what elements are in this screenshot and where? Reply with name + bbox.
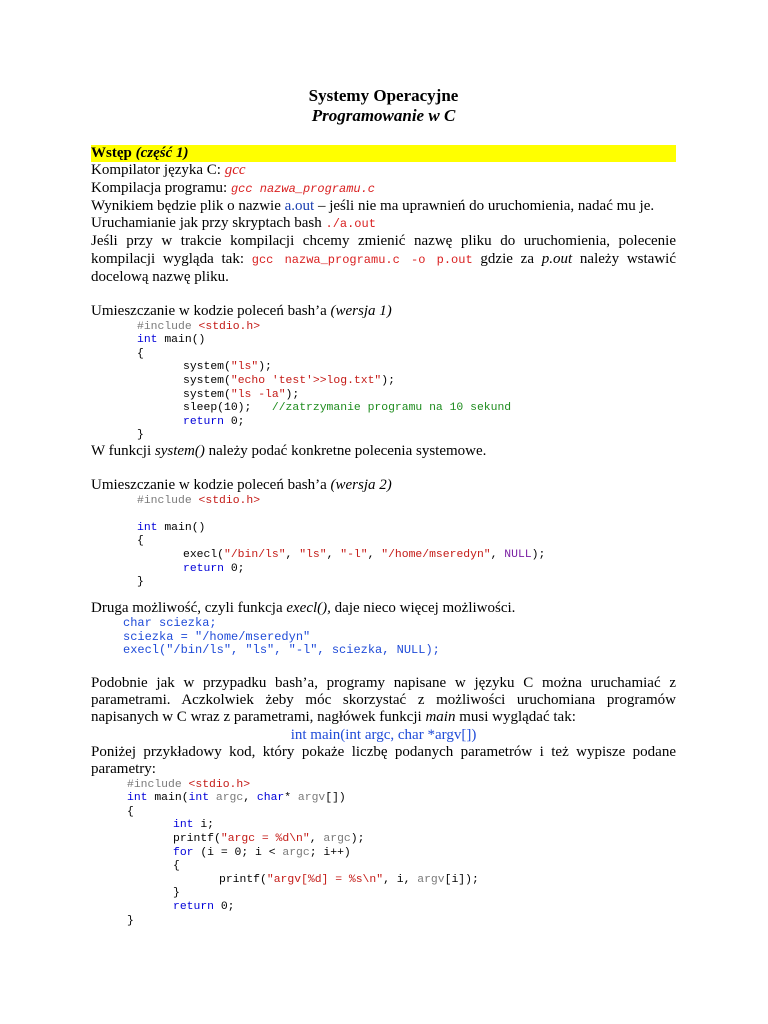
compile-line: Kompilacja programu: gcc nazwa_programu.c: [91, 179, 375, 196]
code-line: return 0;: [173, 900, 235, 913]
code-line: {: [137, 347, 144, 360]
run-line: Uruchamianie jak przy skryptach bash ./a.out: [91, 215, 376, 232]
code-line: }: [137, 576, 144, 589]
section-heading-intro: Wstęp (część 1): [91, 145, 676, 162]
code-block-v2: [91, 495, 676, 590]
code-line: }: [127, 914, 134, 927]
code-line: {: [127, 805, 134, 818]
code-line: int main(): [137, 334, 206, 347]
code-line: for (i = 0; i < argc; i++): [173, 846, 351, 859]
example-paragraph: Poniżej przykładowy kod, który pokaże liczbę podanych parametrów i też wypisze podane parametry:: [91, 744, 676, 778]
section-heading-v1: Umieszczanie w kodzie poleceń bash’a (wersja 1): [91, 303, 392, 320]
code-line: int main(): [137, 521, 206, 534]
code-line: printf("argc = %d\n", argc);: [173, 833, 365, 845]
code-line: }: [173, 887, 180, 900]
code-line: }: [137, 429, 144, 442]
code-line: int i;: [173, 819, 215, 832]
code-line: system("ls -la");: [183, 388, 300, 401]
code-line: #include <stdio.h>: [127, 778, 251, 791]
code-line: return 0;: [183, 562, 245, 575]
code-line: #include <stdio.h>: [137, 320, 261, 333]
code-line: execl("/bin/ls", "ls", "-l", sciezka, NULL);: [123, 643, 440, 658]
main-signature: int main(int argc, char *argv[]): [290, 726, 477, 743]
code-line: execl("/bin/ls", "ls", "-l", "/home/mseredyn", NULL);: [183, 548, 546, 561]
section-heading-v2: Umieszczanie w kodzie poleceń bash’a (wersja 2): [91, 477, 392, 494]
code-line: sciezka = "/home/mseredyn": [123, 629, 311, 644]
code-line: sleep(10); //zatrzymanie programu na 10 sekund: [183, 402, 512, 415]
v2-note: Druga możliwość, czyli funkcja execl(), daje nieco więcej możliwości.: [91, 599, 516, 616]
code-line: {: [137, 535, 144, 548]
v1-note: W funkcji system() należy podać konkretne polecenia systemowe.: [91, 443, 487, 460]
code-block-params: [91, 779, 676, 929]
code-block-v1: [91, 321, 676, 443]
code-line: int main(int argc, char* argv[]): [127, 792, 346, 805]
code-line: system("ls");: [183, 361, 272, 374]
rename-paragraph: Jeśli przy w trakcie kompilacji chcemy zmienić nazwę pliku do uruchomienia, polecenie kompilacji wygląda tak: gcc nazwa_programu.c -o p.out gdzie za p.out należy wstawić docelową nazwę pliku.: [91, 233, 676, 286]
code-line: printf("argv[%d] = %s\n", i, argv[i]);: [219, 873, 479, 886]
code-line: system("echo 'test'>>log.txt");: [183, 375, 395, 388]
code-line: return 0;: [183, 415, 245, 428]
result-line: Wynikiem będzie plik o nazwie a.out – jeśli nie ma uprawnień do uruchomienia, nadać mu je.: [91, 197, 655, 214]
document-subtitle: Programowanie w C: [311, 106, 456, 125]
document-page: [91, 86, 676, 928]
compiler-line: Kompilator języka C: gcc: [91, 162, 246, 179]
code-line: char sciezka;: [123, 616, 217, 631]
code-line: {: [173, 860, 180, 873]
params-paragraph: Podobnie jak w przypadku bash’a, programy napisane w języku C można uruchamiać z parametrami. Aczkolwiek żeby móc skorzystać z możliwości uruchomiana programów napisanych w C wraz z parametrami, nagłówek funkcji main musi wyglądać tak:: [91, 674, 676, 726]
code-line: [91, 508, 676, 522]
code-line: #include <stdio.h>: [137, 494, 261, 507]
code-block-alt: [91, 617, 676, 658]
document-title: Systemy Operacyjne: [308, 86, 459, 105]
